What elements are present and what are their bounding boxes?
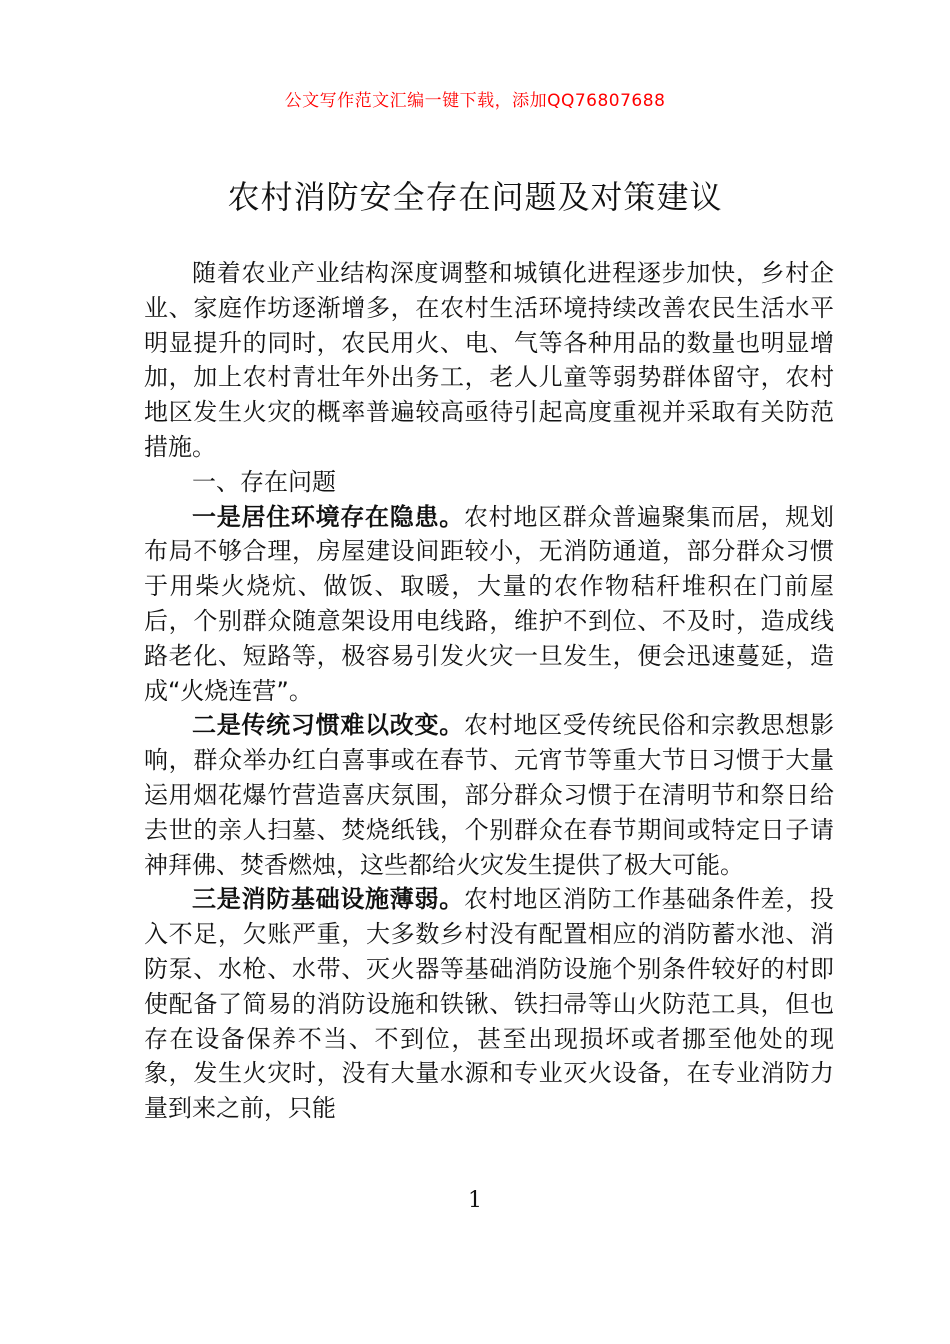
problem-paragraph-1 bbox=[144, 500, 834, 709]
document-title: 农村消防安全存在问题及对策建议 bbox=[227, 178, 723, 216]
document-body bbox=[144, 256, 834, 1126]
problem-lead-1: 一是居住环境存在隐患。 bbox=[192, 502, 464, 531]
problem-lead-2: 二是传统习惯难以改变。 bbox=[192, 711, 464, 740]
problem-lead-3: 三是消防基础设施薄弱。 bbox=[192, 885, 464, 914]
section-heading: 一、存在问题 bbox=[192, 467, 336, 496]
problem-text-1: 农村地区群众普遍聚集而居，规划布局不够合理，房屋建设间距较小，无消防通道，部分群众习惯于用柴火烧炕、做饭、取暖，大量的农作物秸秆堆积在门前屋后，个别群众随意架设用电线路，维护不到位、不及时，造成线路老化、短路等，极容易引发火灾一旦发生，便会迅速蔓延，造成“火烧连营”。 bbox=[144, 502, 835, 705]
problem-paragraph-3 bbox=[144, 882, 834, 1126]
page-number: 1 bbox=[468, 1188, 482, 1213]
problem-text-3: 农村地区消防工作基础条件差，投入不足，欠账严重，大多数乡村没有配置相应的消防蓄水池、消防泵、水枪、水带、灭火器等基础消防设施个别条件较好的村即使配备了简易的消防设施和铁锹、铁扫帚等山火防范工具，但也存在设备保养不当、不到位，甚至出现损坏或者挪至他处的现象，发生火灾时，没有大量水源和专业灭火设备，在专业消防力量到来之前，只能 bbox=[144, 885, 835, 1123]
problem-paragraph-2 bbox=[144, 708, 834, 882]
header-note: 公文写作范文汇编一键下载，添加QQ76807688 bbox=[284, 91, 666, 111]
problem-text-2: 农村地区受传统民俗和宗教思想影响，群众举办红白喜事或在春节、元宵节等重大节日习惯于大量运用烟花爆竹营造喜庆氛围，部分群众习惯于在清明节和祭日给去世的亲人扫墓、焚烧纸钱，个别群众在春节期间或特定日子请神拜佛、焚香燃烛，这些都给火灾发生提供了极大可能。 bbox=[144, 711, 835, 879]
intro-paragraph: 随着农业产业结构深度调整和城镇化进程逐步加快，乡村企业、家庭作坊逐渐增多，在农村生活环境持续改善农民生活水平明显提升的同时，农民用火、电、气等各种用品的数量也明显增加，加上农村青壮年外出务工，老人儿童等弱势群体留守，农村地区发生火灾的概率普遍较高亟待引起高度重视并采取有关防范措施。 bbox=[144, 259, 834, 461]
